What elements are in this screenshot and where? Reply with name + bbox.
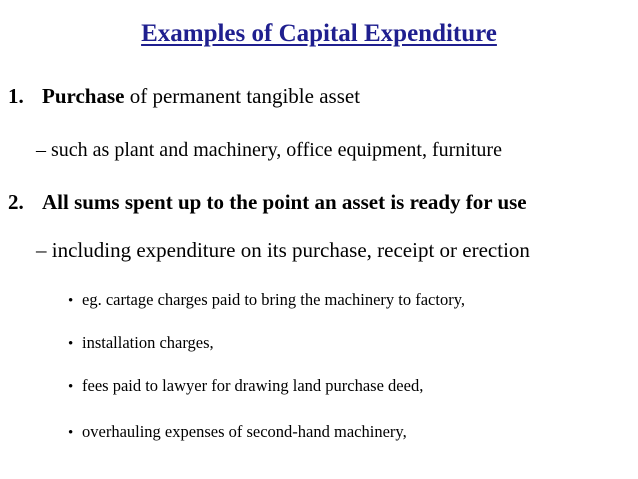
- bullet-item-4: [68, 421, 407, 444]
- list-item-1: [8, 82, 360, 110]
- list-item-2-sub: – including expenditure on its purchase, receipt or erection: [36, 238, 530, 262]
- slide-title: [0, 18, 638, 50]
- list-item-2-bold: All sums spent up to the point an asset is ready for use: [42, 190, 527, 214]
- bullet-item-3-text: fees paid to lawyer for drawing land purchase deed,: [82, 376, 424, 395]
- list-item-1-number: 1.: [8, 84, 24, 108]
- bullet-item-1-text: eg. cartage charges paid to bring the machinery to factory,: [82, 290, 466, 309]
- bullet-item-4-text: overhauling expenses of second-hand machinery,: [82, 422, 407, 441]
- bullet-icon: •: [68, 336, 74, 352]
- bullet-item-3: [68, 375, 423, 398]
- bullet-icon: •: [68, 379, 74, 395]
- slide-title-text: Examples of Capital Expenditure: [141, 20, 497, 47]
- bullet-item-1: [68, 289, 465, 312]
- bullet-item-2-text: installation charges,: [82, 333, 214, 352]
- bullet-icon: •: [68, 425, 74, 441]
- list-item-2: [8, 188, 527, 216]
- list-item-1-text: of permanent tangible asset: [124, 84, 361, 108]
- bullet-icon: •: [68, 293, 74, 309]
- list-item-1-sub: – such as plant and machinery, office equipment, furniture: [36, 139, 502, 161]
- list-item-1-bold: Purchase: [42, 84, 125, 108]
- bullet-item-2: [68, 332, 214, 355]
- list-item-2-number: 2.: [8, 190, 24, 214]
